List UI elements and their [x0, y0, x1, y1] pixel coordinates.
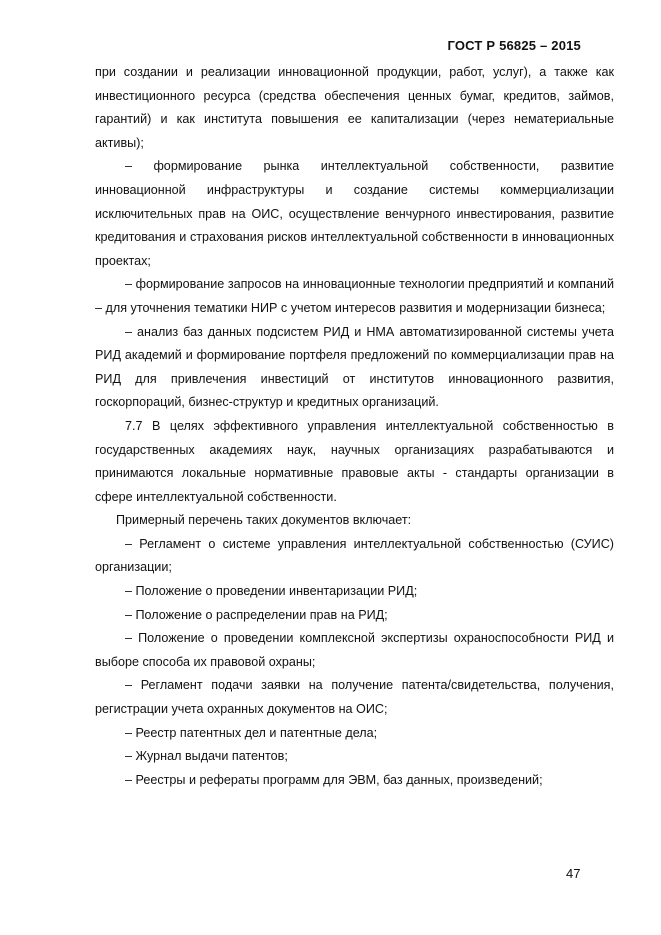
document-item-suis-regulation: – Регламент о системе управления интеллектуальной собственностью (СУИС) организации; — [95, 536, 614, 575]
document-item-software-registers: – Реестры и рефераты программ для ЭВМ, баз данных, произведений; — [125, 772, 543, 787]
document-item-expertise: – Положение о проведении комплексной экспертизы охраноспособности РИД и выборе способа их правовой охраны; — [95, 631, 614, 669]
paragraph-continuation: при создании и реализации инновационной продукции, работ, услуг), а также как инвестиционного ресурса (средства обеспечения ценных бумаг, кредитов, займов, гарантий) и как института повышения ее капитализации (через нематериальные активы); — [95, 65, 614, 150]
document-item-patent-register: – Реестр патентных дел и патентные дела; — [125, 725, 378, 740]
document-item-inventory: – Положение о проведении инвентаризации РИД; — [125, 584, 418, 599]
list-item-tech-requests: – формирование запросов на инновационные технологии предприятий и компаний – для уточнения тематики НИР с учетом интересов развития и модернизации бизнеса; — [95, 277, 614, 315]
document-item-rights-distribution: – Положение о распределении прав на РИД; — [125, 607, 388, 622]
list-item-database-analysis: – анализ баз данных подсистем РИД и НМА автоматизированной системы учета РИД академий и формирование портфеля предложений по коммерциализации прав на РИД для привлечения инвестиций от институтов инновационного развития, госкорпораций, бизнес-структур и кредитных организаций. — [95, 324, 614, 410]
list-item-ip-market: – формирование рынка интеллектуальной собственности, развитие инновационной инфраструктуры и создание системы коммерциализации исключительных прав на ОИС, осуществление венчурного инвестирования, развитие кредитования и страхования рисков интеллектуальной собственности в инновационных проектах; — [95, 159, 614, 268]
document-item-patent-journal: – Журнал выдачи патентов; — [125, 749, 288, 764]
page-number: 47 — [566, 866, 581, 881]
document-code-header: ГОСТ Р 56825 – 2015 — [447, 38, 581, 53]
documents-list-intro: Примерный перечень таких документов включает: — [116, 513, 412, 528]
document-item-patent-application: – Регламент подачи заявки на получение патента/свидетельства, получения, регистрации учета охранных документов на ОИС; — [95, 678, 614, 717]
section-7-7-paragraph: 7.7 В целях эффективного управления интеллектуальной собственностью в государственных академиях наук, научных организациях разрабатываются и принимаются локальные нормативные правовые акты - стандарты организации в сфере интеллектуальной собственности. — [95, 418, 614, 504]
body-text — [95, 61, 614, 792]
